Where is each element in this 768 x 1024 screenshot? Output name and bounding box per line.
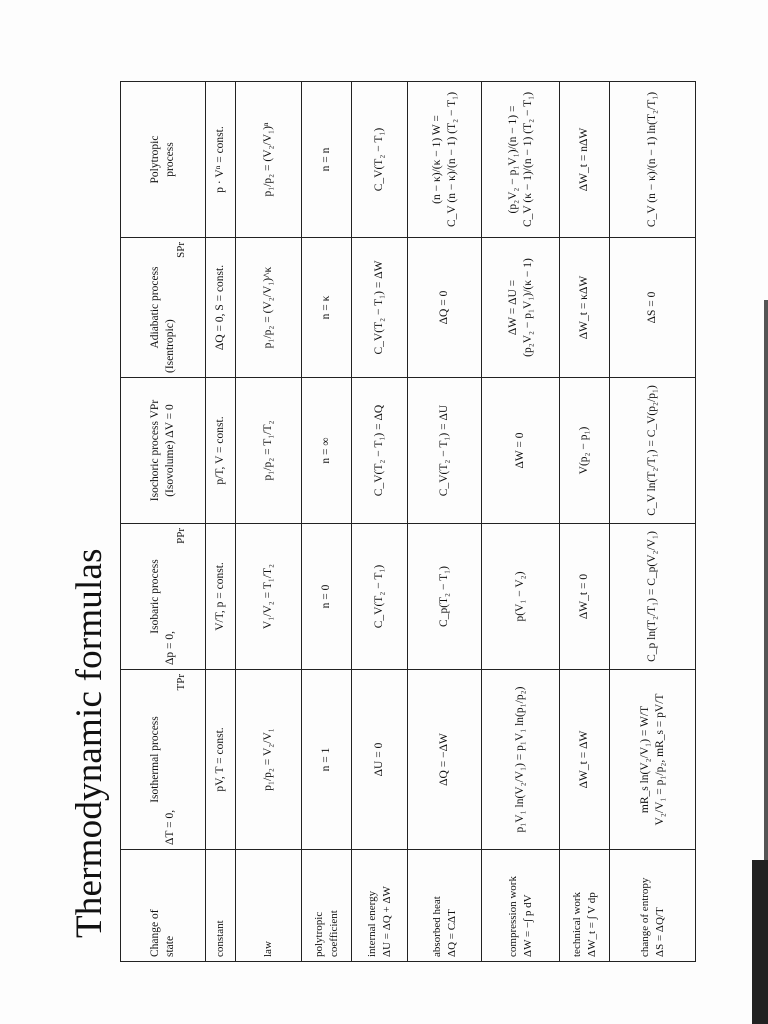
formula-line: C_V ln(T₂/T₁) = C_V(p₂/p₁) xyxy=(646,385,658,516)
row-header-line: absorbed heat xyxy=(430,896,443,957)
formula-line: C_V(T₂ − T₁) = ΔW xyxy=(373,260,385,355)
table-row xyxy=(302,82,352,962)
formula-line: n = n xyxy=(320,147,332,172)
row-header-line: technical work xyxy=(570,891,583,957)
formula-cell xyxy=(206,82,236,238)
page-title: Thermodynamic formulas xyxy=(69,548,110,938)
formula-cell xyxy=(610,82,696,238)
formula-cell xyxy=(408,378,482,524)
row-header xyxy=(610,850,696,962)
formula-cell xyxy=(206,238,236,378)
formula-line: p₁/p₂ = (V₂/V₁)^κ xyxy=(262,266,274,349)
row-header-line: change of entropy xyxy=(638,877,651,957)
table-row xyxy=(560,82,610,962)
table-row xyxy=(408,82,482,962)
formula-cell xyxy=(610,378,696,524)
formula-cell xyxy=(560,378,610,524)
row-header-line: constant xyxy=(214,920,226,957)
formula-cell xyxy=(610,524,696,670)
row-header-line: polytropic xyxy=(312,911,325,957)
formula-cell xyxy=(408,670,482,850)
table-row xyxy=(610,82,696,962)
formula-line: p/T, V = const. xyxy=(214,416,226,485)
formula-line: p₁/p₂ = V₂/V₁ xyxy=(262,728,274,791)
formula-cell xyxy=(408,82,482,238)
formula-cell xyxy=(408,524,482,670)
formula-line: pV, T = const. xyxy=(214,727,226,792)
formula-cell xyxy=(302,82,352,238)
formula-line: mR_s ln(V₂/V₁) = W/T xyxy=(638,705,651,814)
column-header-line2: (Isentropic) xyxy=(164,319,176,373)
formula-cell xyxy=(302,524,352,670)
formula-cell xyxy=(482,524,560,670)
formula-line: V(p₂ − p₁) xyxy=(578,426,590,475)
formula-cell xyxy=(482,378,560,524)
formula-line: p · Vⁿ = const. xyxy=(214,126,226,193)
formula-line: ΔQ = −ΔW xyxy=(438,733,450,786)
formula-line: V₁/V₂ = T₁/T₂ xyxy=(262,563,274,630)
row-header xyxy=(236,850,302,962)
row-header xyxy=(206,850,236,962)
formula-cell xyxy=(236,670,302,850)
formula-line: n = ∞ xyxy=(320,437,332,464)
page-edge-scan-artifact xyxy=(752,860,768,1024)
formula-line: C_V(T₂ − T₁) = ΔQ xyxy=(373,404,385,497)
formula-line: ΔW = ΔU = xyxy=(506,279,519,336)
formula-line: n = κ xyxy=(320,295,332,320)
column-header-symbol: PPr xyxy=(175,528,187,544)
formula-cell xyxy=(482,670,560,850)
row-header-line: ΔU = ΔQ + ΔW xyxy=(380,886,393,957)
formula-line: C_V(T₂ − T₁) = ΔU xyxy=(438,404,450,497)
formula-line: p₁/p₂ = T₁/T₂ xyxy=(262,420,274,481)
formula-cell xyxy=(560,670,610,850)
formula-cell xyxy=(560,524,610,670)
table-header-row xyxy=(121,82,206,962)
formula-line: ΔQ = 0 xyxy=(438,290,450,325)
page-edge-shadow xyxy=(764,300,768,860)
column-header xyxy=(121,670,206,850)
column-header-line1: Change of xyxy=(149,909,161,957)
formula-line: p(V₁ − V₂) xyxy=(514,571,526,622)
formula-cell xyxy=(352,378,408,524)
column-header xyxy=(121,524,206,670)
formula-line: ΔW = 0 xyxy=(514,432,526,469)
row-header xyxy=(302,850,352,962)
formula-line: C_p ln(T₂/T₁) = C_p(V₂/V₁) xyxy=(646,531,658,662)
formula-cell xyxy=(236,82,302,238)
formula-line: ΔW_t = κΔW xyxy=(578,275,590,340)
row-header-line: ΔW = −∫ p dV xyxy=(521,894,534,957)
formula-cell xyxy=(610,670,696,850)
formula-line: C_V(T₂ − T₁) xyxy=(373,564,385,629)
formula-line: ΔS = 0 xyxy=(646,291,658,324)
column-header-line2: state xyxy=(164,935,176,957)
formula-line: ΔW_t = ΔW xyxy=(578,730,590,789)
formula-cell xyxy=(302,378,352,524)
formula-cell xyxy=(610,238,696,378)
column-header-line2: process xyxy=(164,142,176,177)
column-header-line1: Isochoric process VPr xyxy=(149,399,161,502)
rotated-sheet xyxy=(64,62,704,962)
table-body xyxy=(206,82,696,962)
row-header xyxy=(560,850,610,962)
formula-line: C_p(T₂ − T₁) xyxy=(438,566,450,627)
formula-cell xyxy=(560,82,610,238)
formula-cell xyxy=(302,670,352,850)
formula-line: (p₂V₂ − p₁V₁)/(κ − 1) xyxy=(521,258,534,357)
formula-line: n = 1 xyxy=(320,747,332,772)
row-header xyxy=(352,850,408,962)
row-header xyxy=(408,850,482,962)
formula-cell xyxy=(206,378,236,524)
column-header-line2: Δp = 0, xyxy=(164,630,176,665)
formula-table xyxy=(120,81,696,962)
column-header-line2: (Isovolume) ΔV = 0 xyxy=(164,404,176,497)
row-header-line: ΔQ = CΔT xyxy=(445,909,458,957)
formula-line: V/T, p = const. xyxy=(214,562,226,631)
row-header-line: ΔW_t = ∫ V dp xyxy=(585,892,598,957)
formula-cell xyxy=(560,238,610,378)
formula-line: p₁V₁ ln(V₂/V₁) = p₁V₁ ln(p₁/p₂) xyxy=(514,686,526,833)
table-row xyxy=(482,82,560,962)
column-header xyxy=(121,82,206,238)
column-header-symbol: TPr xyxy=(175,674,187,691)
row-header-line: internal energy xyxy=(365,890,378,957)
formula-cell xyxy=(206,524,236,670)
formula-cell xyxy=(206,670,236,850)
column-header xyxy=(121,238,206,378)
formula-cell xyxy=(482,82,560,238)
formula-line: ΔQ = 0, S = const. xyxy=(214,264,226,351)
row-header xyxy=(482,850,560,962)
formula-line: (n − κ)/(κ − 1) W = xyxy=(430,115,443,204)
formula-line: (p₂V₂ − p₁V₁)/(n − 1) = xyxy=(506,105,519,214)
formula-cell xyxy=(408,238,482,378)
formula-cell xyxy=(236,524,302,670)
formula-line: V₂/V₁ = p₁/p₂, mR_s = pV/T xyxy=(653,693,666,826)
column-header-line1: Polytropic xyxy=(149,135,161,184)
formula-line: C_V (n − κ)/(n − 1) ln(T₂/T₁) xyxy=(646,91,658,228)
table-row xyxy=(236,82,302,962)
column-header-line1: Adiabatic process xyxy=(149,266,161,349)
formula-cell xyxy=(352,670,408,850)
column-header-line1: Isothermal process xyxy=(149,716,161,803)
table-row xyxy=(352,82,408,962)
formula-line: p₁/p₂ = (V₂/V₁)ⁿ xyxy=(262,122,274,197)
row-header-line: coefficient xyxy=(327,910,340,957)
formula-cell xyxy=(236,238,302,378)
formula-line: C_V(T₂ − T₁) xyxy=(373,127,385,192)
column-header-line2: ΔT = 0, xyxy=(164,809,176,845)
formula-line: C_V (κ − 1)/(n − 1) (T₂ − T₁) xyxy=(521,91,534,228)
formula-cell xyxy=(236,378,302,524)
formula-line: ΔW_t = nΔW xyxy=(578,127,590,192)
formula-cell xyxy=(352,524,408,670)
column-header-symbol: SPr xyxy=(175,242,187,258)
formula-line: n = 0 xyxy=(320,584,332,609)
row-header-line: ΔS = ΔQ/T xyxy=(653,907,666,957)
row-header-line: compression work xyxy=(506,876,519,957)
column-header xyxy=(121,850,206,962)
formula-line: ΔW_t = 0 xyxy=(578,573,590,620)
formula-cell xyxy=(352,238,408,378)
formula-cell xyxy=(352,82,408,238)
row-header-line: law xyxy=(262,941,274,957)
column-header-line1: Isobaric process xyxy=(149,559,161,634)
table-row xyxy=(206,82,236,962)
formula-line: ΔU = 0 xyxy=(373,742,385,777)
formula-cell xyxy=(302,238,352,378)
formula-line: C_V (n − κ)/(n − 1) (T₂ − T₁) xyxy=(445,91,458,228)
column-header xyxy=(121,378,206,524)
formula-cell xyxy=(482,238,560,378)
